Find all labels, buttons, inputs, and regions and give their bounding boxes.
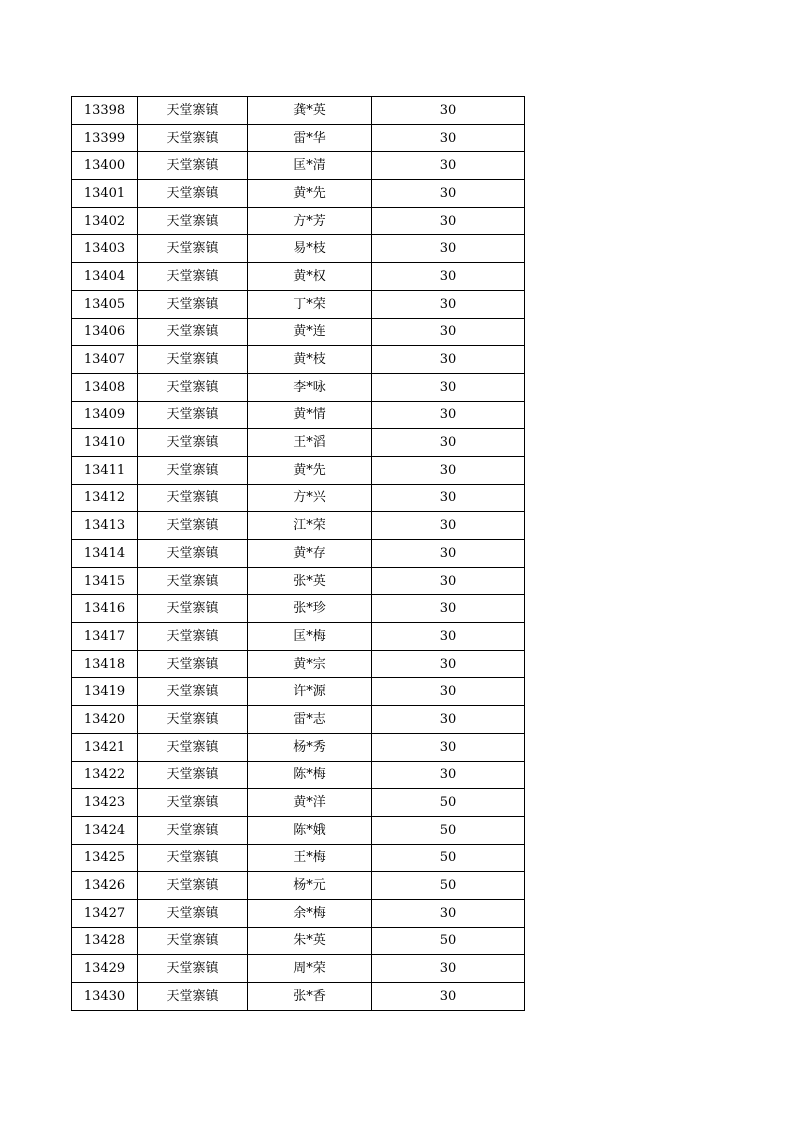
amount-cell: 30 bbox=[372, 678, 525, 706]
town-cell: 天堂寨镇 bbox=[138, 97, 248, 125]
data-table bbox=[71, 96, 525, 1011]
row-id-cell: 13403 bbox=[72, 235, 138, 263]
row-id-cell: 13425 bbox=[72, 844, 138, 872]
amount-cell: 30 bbox=[372, 567, 525, 595]
table-row bbox=[72, 152, 525, 180]
table-row bbox=[72, 844, 525, 872]
amount-cell: 30 bbox=[372, 955, 525, 983]
name-cell: 方*兴 bbox=[248, 484, 372, 512]
name-cell: 王*滔 bbox=[248, 429, 372, 457]
amount-cell: 30 bbox=[372, 290, 525, 318]
town-cell: 天堂寨镇 bbox=[138, 872, 248, 900]
name-cell: 方*芳 bbox=[248, 207, 372, 235]
table-row bbox=[72, 263, 525, 291]
table-row bbox=[72, 290, 525, 318]
table-row bbox=[72, 789, 525, 817]
table-row bbox=[72, 983, 525, 1011]
name-cell: 周*荣 bbox=[248, 955, 372, 983]
town-cell: 天堂寨镇 bbox=[138, 623, 248, 651]
table-row bbox=[72, 124, 525, 152]
amount-cell: 50 bbox=[372, 927, 525, 955]
town-cell: 天堂寨镇 bbox=[138, 899, 248, 927]
row-id-cell: 13415 bbox=[72, 567, 138, 595]
name-cell: 黄*先 bbox=[248, 180, 372, 208]
row-id-cell: 13401 bbox=[72, 180, 138, 208]
town-cell: 天堂寨镇 bbox=[138, 983, 248, 1011]
amount-cell: 30 bbox=[372, 899, 525, 927]
town-cell: 天堂寨镇 bbox=[138, 484, 248, 512]
row-id-cell: 13413 bbox=[72, 512, 138, 540]
town-cell: 天堂寨镇 bbox=[138, 290, 248, 318]
table-row bbox=[72, 401, 525, 429]
amount-cell: 30 bbox=[372, 401, 525, 429]
row-id-cell: 13430 bbox=[72, 983, 138, 1011]
row-id-cell: 13411 bbox=[72, 456, 138, 484]
table-row bbox=[72, 97, 525, 125]
town-cell: 天堂寨镇 bbox=[138, 955, 248, 983]
name-cell: 易*枝 bbox=[248, 235, 372, 263]
name-cell: 陈*梅 bbox=[248, 761, 372, 789]
town-cell: 天堂寨镇 bbox=[138, 540, 248, 568]
name-cell: 江*荣 bbox=[248, 512, 372, 540]
table-row bbox=[72, 512, 525, 540]
name-cell: 杨*秀 bbox=[248, 733, 372, 761]
table-row bbox=[72, 207, 525, 235]
name-cell: 李*咏 bbox=[248, 373, 372, 401]
amount-cell: 30 bbox=[372, 983, 525, 1011]
row-id-cell: 13428 bbox=[72, 927, 138, 955]
town-cell: 天堂寨镇 bbox=[138, 456, 248, 484]
name-cell: 龚*英 bbox=[248, 97, 372, 125]
town-cell: 天堂寨镇 bbox=[138, 207, 248, 235]
town-cell: 天堂寨镇 bbox=[138, 512, 248, 540]
amount-cell: 50 bbox=[372, 789, 525, 817]
name-cell: 余*梅 bbox=[248, 899, 372, 927]
table-row bbox=[72, 816, 525, 844]
amount-cell: 30 bbox=[372, 540, 525, 568]
town-cell: 天堂寨镇 bbox=[138, 650, 248, 678]
amount-cell: 30 bbox=[372, 456, 525, 484]
amount-cell: 30 bbox=[372, 207, 525, 235]
name-cell: 王*梅 bbox=[248, 844, 372, 872]
town-cell: 天堂寨镇 bbox=[138, 789, 248, 817]
town-cell: 天堂寨镇 bbox=[138, 761, 248, 789]
table-row bbox=[72, 540, 525, 568]
town-cell: 天堂寨镇 bbox=[138, 706, 248, 734]
row-id-cell: 13407 bbox=[72, 346, 138, 374]
name-cell: 朱*英 bbox=[248, 927, 372, 955]
town-cell: 天堂寨镇 bbox=[138, 235, 248, 263]
name-cell: 杨*元 bbox=[248, 872, 372, 900]
row-id-cell: 13410 bbox=[72, 429, 138, 457]
amount-cell: 50 bbox=[372, 872, 525, 900]
table-row bbox=[72, 927, 525, 955]
town-cell: 天堂寨镇 bbox=[138, 263, 248, 291]
name-cell: 张*香 bbox=[248, 983, 372, 1011]
row-id-cell: 13412 bbox=[72, 484, 138, 512]
row-id-cell: 13420 bbox=[72, 706, 138, 734]
town-cell: 天堂寨镇 bbox=[138, 816, 248, 844]
town-cell: 天堂寨镇 bbox=[138, 318, 248, 346]
name-cell: 黄*情 bbox=[248, 401, 372, 429]
name-cell: 黄*洋 bbox=[248, 789, 372, 817]
name-cell: 丁*荣 bbox=[248, 290, 372, 318]
row-id-cell: 13419 bbox=[72, 678, 138, 706]
name-cell: 雷*志 bbox=[248, 706, 372, 734]
row-id-cell: 13421 bbox=[72, 733, 138, 761]
amount-cell: 30 bbox=[372, 97, 525, 125]
amount-cell: 30 bbox=[372, 761, 525, 789]
amount-cell: 30 bbox=[372, 152, 525, 180]
row-id-cell: 13402 bbox=[72, 207, 138, 235]
row-id-cell: 13426 bbox=[72, 872, 138, 900]
table-row bbox=[72, 318, 525, 346]
amount-cell: 30 bbox=[372, 235, 525, 263]
name-cell: 黄*权 bbox=[248, 263, 372, 291]
row-id-cell: 13416 bbox=[72, 595, 138, 623]
name-cell: 许*源 bbox=[248, 678, 372, 706]
amount-cell: 30 bbox=[372, 373, 525, 401]
row-id-cell: 13429 bbox=[72, 955, 138, 983]
town-cell: 天堂寨镇 bbox=[138, 429, 248, 457]
row-id-cell: 13404 bbox=[72, 263, 138, 291]
name-cell: 黄*宗 bbox=[248, 650, 372, 678]
table-row bbox=[72, 899, 525, 927]
town-cell: 天堂寨镇 bbox=[138, 733, 248, 761]
amount-cell: 50 bbox=[372, 844, 525, 872]
amount-cell: 30 bbox=[372, 512, 525, 540]
amount-cell: 30 bbox=[372, 484, 525, 512]
amount-cell: 30 bbox=[372, 733, 525, 761]
table-row bbox=[72, 595, 525, 623]
table-row bbox=[72, 706, 525, 734]
table-row bbox=[72, 872, 525, 900]
row-id-cell: 13427 bbox=[72, 899, 138, 927]
amount-cell: 30 bbox=[372, 124, 525, 152]
town-cell: 天堂寨镇 bbox=[138, 346, 248, 374]
town-cell: 天堂寨镇 bbox=[138, 373, 248, 401]
amount-cell: 30 bbox=[372, 346, 525, 374]
row-id-cell: 13408 bbox=[72, 373, 138, 401]
row-id-cell: 13406 bbox=[72, 318, 138, 346]
name-cell: 张*珍 bbox=[248, 595, 372, 623]
table-row bbox=[72, 623, 525, 651]
row-id-cell: 13414 bbox=[72, 540, 138, 568]
row-id-cell: 13409 bbox=[72, 401, 138, 429]
table-row bbox=[72, 429, 525, 457]
table-row bbox=[72, 456, 525, 484]
row-id-cell: 13405 bbox=[72, 290, 138, 318]
name-cell: 黄*连 bbox=[248, 318, 372, 346]
town-cell: 天堂寨镇 bbox=[138, 180, 248, 208]
name-cell: 雷*华 bbox=[248, 124, 372, 152]
amount-cell: 50 bbox=[372, 816, 525, 844]
name-cell: 匡*清 bbox=[248, 152, 372, 180]
town-cell: 天堂寨镇 bbox=[138, 595, 248, 623]
town-cell: 天堂寨镇 bbox=[138, 124, 248, 152]
town-cell: 天堂寨镇 bbox=[138, 152, 248, 180]
town-cell: 天堂寨镇 bbox=[138, 927, 248, 955]
table-row bbox=[72, 678, 525, 706]
row-id-cell: 13399 bbox=[72, 124, 138, 152]
row-id-cell: 13422 bbox=[72, 761, 138, 789]
row-id-cell: 13400 bbox=[72, 152, 138, 180]
amount-cell: 30 bbox=[372, 429, 525, 457]
amount-cell: 30 bbox=[372, 263, 525, 291]
table-row bbox=[72, 346, 525, 374]
table-row bbox=[72, 650, 525, 678]
table-row bbox=[72, 484, 525, 512]
table-row bbox=[72, 373, 525, 401]
row-id-cell: 13398 bbox=[72, 97, 138, 125]
table-body bbox=[72, 97, 525, 1011]
amount-cell: 30 bbox=[372, 706, 525, 734]
amount-cell: 30 bbox=[372, 623, 525, 651]
table-row bbox=[72, 955, 525, 983]
table-row bbox=[72, 235, 525, 263]
table-row bbox=[72, 567, 525, 595]
amount-cell: 30 bbox=[372, 595, 525, 623]
row-id-cell: 13417 bbox=[72, 623, 138, 651]
name-cell: 黄*先 bbox=[248, 456, 372, 484]
table-row bbox=[72, 733, 525, 761]
table-row bbox=[72, 761, 525, 789]
name-cell: 黄*枝 bbox=[248, 346, 372, 374]
town-cell: 天堂寨镇 bbox=[138, 401, 248, 429]
amount-cell: 30 bbox=[372, 180, 525, 208]
row-id-cell: 13424 bbox=[72, 816, 138, 844]
name-cell: 匡*梅 bbox=[248, 623, 372, 651]
name-cell: 张*英 bbox=[248, 567, 372, 595]
amount-cell: 30 bbox=[372, 318, 525, 346]
table-row bbox=[72, 180, 525, 208]
name-cell: 黄*存 bbox=[248, 540, 372, 568]
row-id-cell: 13423 bbox=[72, 789, 138, 817]
town-cell: 天堂寨镇 bbox=[138, 678, 248, 706]
row-id-cell: 13418 bbox=[72, 650, 138, 678]
name-cell: 陈*娥 bbox=[248, 816, 372, 844]
town-cell: 天堂寨镇 bbox=[138, 844, 248, 872]
town-cell: 天堂寨镇 bbox=[138, 567, 248, 595]
amount-cell: 30 bbox=[372, 650, 525, 678]
